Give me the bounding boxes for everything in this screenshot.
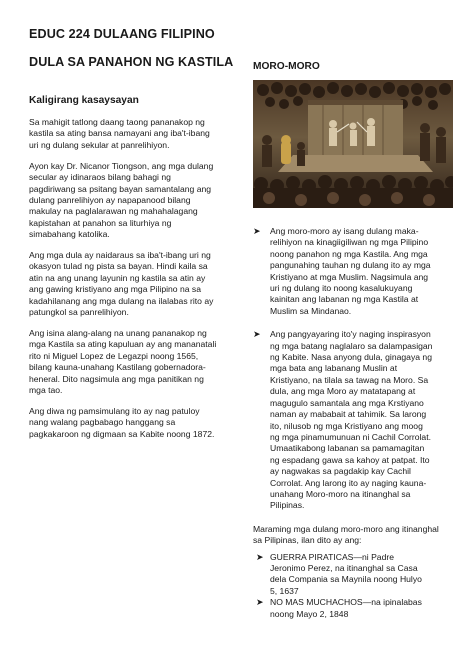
section-heading-background: Kaligirang kasaysayan <box>29 95 139 106</box>
document-subtitle: DULA SA PANAHON NG KASTILA <box>29 55 234 69</box>
section-heading-moro-moro: MORO-MORO <box>253 61 320 72</box>
plays-intro: Maraming mga dulang moro-moro ang itinanghal sa Pilipinas, ilan dito ay ang: <box>253 523 439 546</box>
arrow-bullet-icon: ➤ <box>253 329 261 340</box>
list-item <box>253 226 458 317</box>
paragraph: Ang mga dula ay naidaraus sa iba't-ibang uri ng okasyon tulad ng pista sa bayan. Hindi kaila sa atin na ang unang layunin ng kastila sa atin ay ang gawing kristiyano ang mga Pilipino na sa kadahilanang ang mga dulang na ilalabas rito ay patungkol sa panrelihiyon. <box>29 250 214 318</box>
plays-list <box>253 552 458 620</box>
paragraph: Sa mahigit tatlong daang taong pananakop ng kastila sa ating bansa namayani ang iba't-ibang uri ng dulang sekular at panrelihiyon. <box>29 117 210 150</box>
play-entry: NO MAS MUCHACHOS—na ipinalabas noong Mayo 2, 1848 <box>270 597 422 619</box>
list-item <box>253 597 458 620</box>
bullet-text: Ang pangyayaring ito'y naging inspirasyon ng mga batang naglalaro sa dalampasigan ng Kabite. Nasa anyong dula, ginagaya ng mga bata ang labanang Muslin at Kristiyano, na tilala sa tawag na Moro. Sa dula, ang mga Moro ay matatapang at magugulo samantala ang mga Krstiyano naman ay mababait at tahimik. Sa larong ito, nilusob ng mga Kristiyano ang moog ng mga pinamumunuan ni Cachil Corrolat. Umaatikabong labanan sa pamamagitan ng espadang gawa sa kahoy at patpat. Ito ay nagwakas sa pagdakip kay Cachil Corrolat. Ang larong ito ay naging kauna- unahang Moro-moro na itinanghal sa Pilipinas. <box>270 329 433 511</box>
list-item <box>253 552 458 598</box>
paragraph: Ang diwa ng pamsimulang ito ay nag patuloy nang walang pagbabago hanggang sa pagkakaroon ng digmaan sa Kabite noong 1872. <box>29 405 215 439</box>
arrow-bullet-icon: ➤ <box>253 226 261 236</box>
paragraph: Ang isina alang-alang na unang pananakop ng mga Kastila sa ating kapuluan ay ang mananatali rito ni Miguel Lopez de Legazpi noong 1565, bilang kauna-unahang Kastilang gobernadora- heneral. Dito nagsimula ang mga panitikan ng mga tao. <box>29 328 217 396</box>
arrow-bullet-icon: ➤ <box>256 597 264 608</box>
play-entry: GUERRA PIRATICAS—ni Padre Jeronimo Perez, na itinanghal sa Casa dela Compania sa Maynila noong Hulyo 5, 1637 <box>270 551 422 596</box>
document-title: EDUC 224 DULAANG FILIPINO <box>29 27 215 41</box>
moro-moro-painting <box>253 80 453 208</box>
paragraph: Ayon kay Dr. Nicanor Tiongson, ang mga dulang secular ay idinaraos bilang bahagi ng pagdiriwang sa psitang bayan samantalang ang dulang panrelihiyon ay napapanood bilang makulay na paglalarawan ng mahahalagang kapistahan at panahon sa liturhiya ng simabahang katolika. <box>29 160 214 240</box>
list-item <box>253 329 458 512</box>
left-column <box>29 117 234 450</box>
moro-moro-bullets <box>253 226 458 620</box>
bullet-text: Ang moro-moro ay isang dulang maka- relihiyon na kinagiigiliwan ng mga Pilipino noong panahon ng mga Kastila. Ang mga pangunahing tauhan ng dulang ito ay mga Kristiyano at mga Muslim. Nagsimula ang uri ng dulang ito noong kasalukuyang kainitan ang labanan ng mga Kastila at Muslim sa Mindanao. <box>270 226 431 316</box>
arrow-bullet-icon: ➤ <box>256 551 264 562</box>
